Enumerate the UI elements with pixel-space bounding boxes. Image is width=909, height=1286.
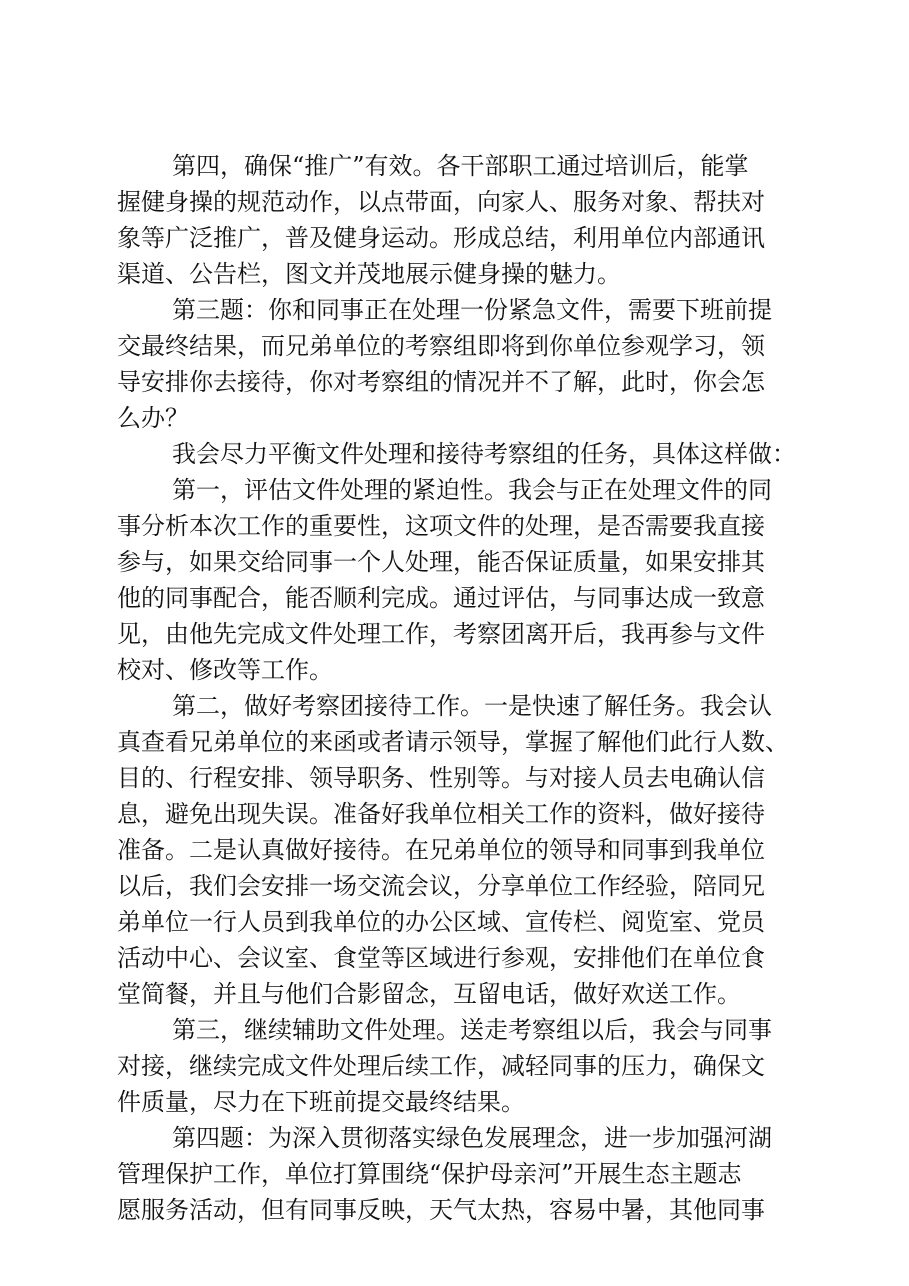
question-3-line-1: 第三题：你和同事正在处理一份紧急文件，需要下班前提 — [172, 296, 772, 324]
point-3-line-1: 第三，继续辅助文件处理。送走考察组以后，我会与同事 — [172, 1016, 772, 1044]
point-3-line-2: 对接，继续完成文件处理后续工作，减轻同事的压力，确保文 — [117, 1052, 765, 1080]
question-4-line-2: 管理保护工作，单位打算围绕“保护母亲河”开展生态主题志 — [117, 1160, 742, 1188]
question-4-line-1: 第四题：为深入贯彻落实绿色发展理念，进一步加强河湖 — [172, 1124, 772, 1152]
point-2-line-1: 第二，做好考察团接待工作。一是快速了解任务。我会认 — [172, 692, 772, 720]
answer-intro-line: 我会尽力平衡文件处理和接待考察组的任务，具体这样做： — [172, 440, 796, 468]
paragraph-1-line-4: 渠道、公告栏，图文并茂地展示健身操的魅力。 — [117, 260, 621, 288]
point-3-line-3: 件质量，尽力在下班前提交最终结果。 — [117, 1088, 525, 1116]
point-1-line-6: 校对、修改等工作。 — [117, 656, 333, 684]
paragraph-1-line-3: 象等广泛推广，普及健身运动。形成总结，利用单位内部通讯 — [117, 224, 765, 252]
point-1-line-2: 事分析本次工作的重要性，这项文件的处理，是否需要我直接 — [117, 512, 765, 540]
point-2-line-2: 真查看兄弟单位的来函或者请示领导，掌握了解他们此行人数、 — [117, 728, 789, 756]
point-2-line-6: 以后，我们会安排一场交流会议，分享单位工作经验，陪同兄 — [117, 872, 765, 900]
point-1-line-1: 第一，评估文件处理的紧迫性。我会与正在处理文件的同 — [172, 476, 772, 504]
point-2-line-4: 息，避免出现失误。准备好我单位相关工作的资料，做好接待 — [117, 800, 765, 828]
point-2-line-7: 弟单位一行人员到我单位的办公区域、宣传栏、阅览室、党员 — [117, 908, 765, 936]
question-4-line-3: 愿服务活动，但有同事反映，天气太热，容易中暑，其他同事 — [117, 1196, 765, 1224]
point-2-line-9: 堂简餐，并且与他们合影留念，互留电话，做好欢送工作。 — [117, 980, 741, 1008]
paragraph-1-line-1: 第四，确保“推广”有效。各干部职工通过培训后，能掌 — [172, 152, 749, 180]
question-3-line-3: 导安排你去接待，你对考察组的情况并不了解，此时，你会怎 — [117, 368, 765, 396]
point-2-line-8: 活动中心、会议室、食堂等区域进行参观，安排他们在单位食 — [117, 944, 765, 972]
question-3-line-4: 么办？ — [117, 404, 189, 432]
point-2-line-3: 目的、行程安排、领导职务、性别等。与对接人员去电确认信 — [117, 764, 765, 792]
paragraph-1-line-2: 握健身操的规范动作，以点带面，向家人、服务对象、帮扶对 — [117, 188, 765, 216]
point-1-line-5: 见，由他先完成文件处理工作，考察团离开后，我再参与文件 — [117, 620, 765, 648]
point-1-line-4: 他的同事配合，能否顺利完成。通过评估，与同事达成一致意 — [117, 584, 765, 612]
question-3-line-2: 交最终结果，而兄弟单位的考察组即将到你单位参观学习，领 — [117, 332, 765, 360]
point-2-line-5: 准备。二是认真做好接待。在兄弟单位的领导和同事到我单位 — [117, 836, 765, 864]
point-1-line-3: 参与，如果交给同事一个人处理，能否保证质量，如果安排其 — [117, 548, 765, 576]
